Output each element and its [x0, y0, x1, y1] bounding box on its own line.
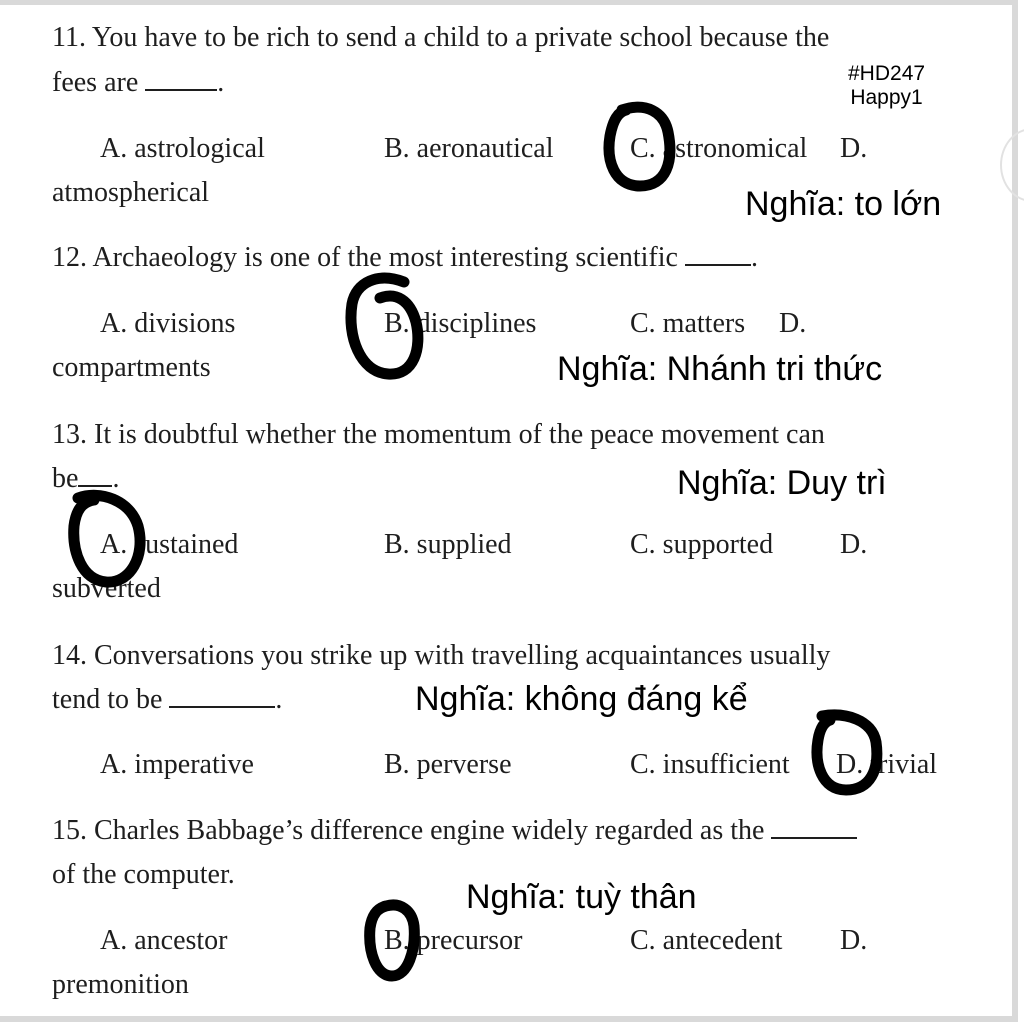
q14-option-a[interactable]: A. imperative	[100, 749, 254, 780]
q15-option-b[interactable]: B. precursor	[384, 925, 523, 956]
q14-answer-circle	[817, 715, 877, 790]
q12-stem-text: 12. Archaeology is one of the most interesting scientific	[52, 242, 678, 273]
q11-option-d[interactable]: D.	[840, 133, 868, 164]
q14-option-d[interactable]: D. trivial	[836, 749, 938, 780]
q15-note: Nghĩa: tuỳ thân	[466, 878, 697, 916]
q13-stem: 13. It is doubtful whether the momentum of the peace movement can	[52, 419, 825, 450]
q13-option-d[interactable]: D.	[840, 529, 868, 560]
q11-option-d-cont: atmospherical	[52, 177, 210, 208]
q15-option-d[interactable]: D.	[840, 925, 868, 956]
q13-option-a[interactable]: A. sustained	[100, 529, 239, 560]
q14-option-b[interactable]: B. perverse	[384, 749, 512, 780]
q15-answer-circle	[370, 905, 415, 976]
q15-option-d-cont: premonition	[52, 969, 189, 1000]
q12-option-d[interactable]: D.	[779, 308, 807, 339]
q13-option-b[interactable]: B. supplied	[384, 529, 512, 560]
q13-note: Nghĩa: Duy trì	[677, 464, 887, 502]
q15-option-a[interactable]: A. ancestor	[100, 925, 228, 956]
q12-option-b[interactable]: B. disciplines	[384, 308, 537, 339]
user-tag-line2: Happy1	[850, 86, 923, 109]
q15-stem-text: 15. Charles Babbage’s difference engine widely regarded as the	[52, 815, 765, 846]
q12-option-c[interactable]: C. matters	[630, 308, 746, 339]
q11-stem-text: fees are	[52, 67, 139, 98]
q11-option-c[interactable]: C. astronomical	[630, 133, 808, 164]
q14-note: Nghĩa: không đáng kể	[415, 680, 748, 718]
q13-answer-circle	[74, 495, 140, 582]
q13-stem-end: .	[112, 463, 120, 494]
q13-option-c[interactable]: C. supported	[630, 529, 774, 560]
q11-answer-circle	[609, 107, 670, 186]
q11-option-a[interactable]: A. astrological	[100, 133, 265, 164]
q12-option-a[interactable]: A. divisions	[100, 308, 236, 339]
q12-answer-circle	[351, 278, 418, 374]
q12-option-d-cont: compartments	[52, 352, 211, 383]
q15-stem-cont: of the computer.	[52, 859, 235, 890]
q13-option-d-cont: subverted	[52, 573, 161, 604]
q13-stem-text: be	[52, 463, 79, 494]
q11-option-b[interactable]: B. aeronautical	[384, 133, 554, 164]
q11-stem: 11. You have to be rich to send a child to a private school because the	[52, 22, 830, 53]
q12-note: Nghĩa: Nhánh tri thức	[557, 350, 883, 388]
q11-stem-end: .	[217, 67, 225, 98]
q15-option-c[interactable]: C. antecedent	[630, 925, 783, 956]
q14-stem: 14. Conversations you strike up with travelling acquaintances usually	[52, 640, 831, 671]
q14-stem-text: tend to be	[52, 684, 163, 715]
user-tag-line1: #HD247	[848, 62, 926, 85]
q11-note: Nghĩa: to lớn	[745, 185, 942, 223]
q14-option-c[interactable]: C. insufficient	[630, 749, 790, 780]
q12-stem-end: .	[750, 242, 758, 273]
q14-stem-end: .	[275, 684, 283, 715]
